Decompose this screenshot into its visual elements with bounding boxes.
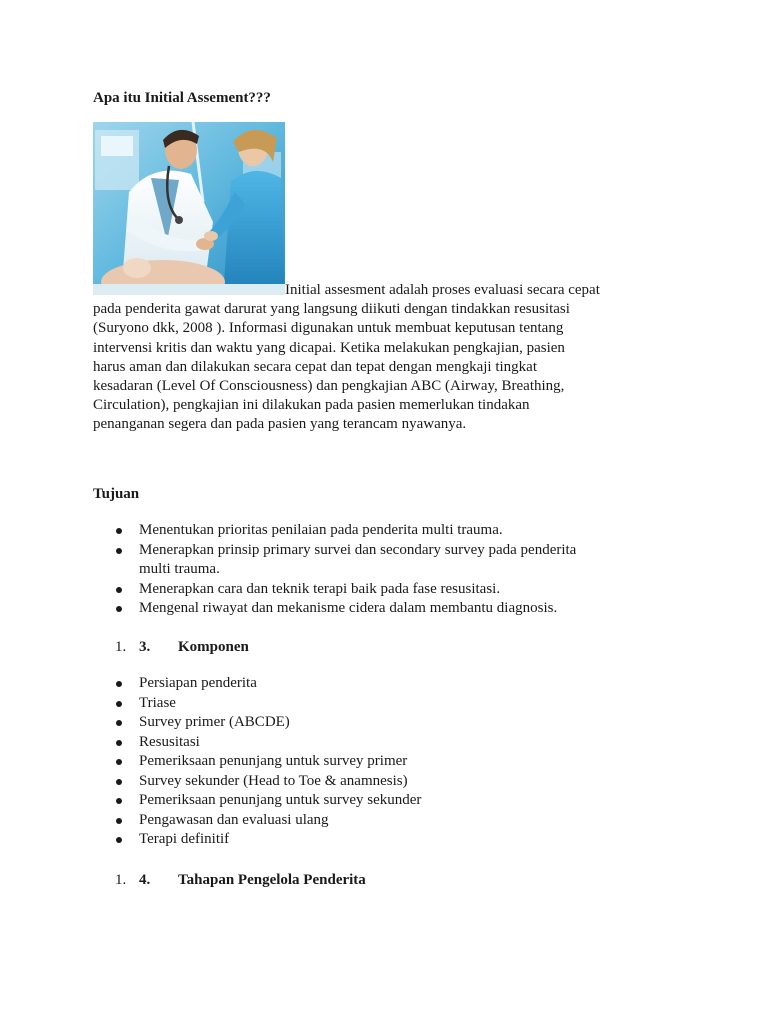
- list-number: 1.: [115, 872, 127, 888]
- intro-line: pada penderita gawat darurat yang langsung diikuti dengan tindakkan resusitasi: [93, 301, 570, 318]
- medical-team-photo: [93, 122, 285, 295]
- list-item: Mengenal riwayat dan mekanisme cidera dalam membantu diagnosis.: [93, 599, 663, 619]
- bullet-icon: [116, 759, 122, 765]
- intro-line: penanganan segera dan pada pasien yang terancam nyawanya.: [93, 416, 467, 433]
- bullet-icon: [116, 720, 122, 726]
- list-item: Survey primer (ABCDE): [93, 713, 663, 733]
- list-number: 1.: [115, 639, 127, 655]
- bullet-icon: [116, 528, 122, 534]
- list-item: Menerapkan prinsip primary survei dan secondary survey pada penderita multi trauma.: [93, 541, 663, 580]
- bullet-icon: [116, 818, 122, 824]
- list-item: Survey sekunder (Head to Toe & anamnesis): [93, 772, 663, 792]
- intro-line: Circulation), pengkajian ini dilakukan pada pasien memerlukan tindakan: [93, 397, 530, 414]
- list-item: Pengawasan dan evaluasi ulang: [93, 811, 663, 831]
- list-item: Pemeriksaan penunjang untuk survey sekunder: [93, 791, 663, 811]
- photo-illustration: [93, 122, 285, 295]
- list-item: Menerapkan cara dan teknik terapi baik pada fase resusitasi.: [93, 580, 663, 600]
- bullet-icon: [116, 587, 122, 593]
- bullet-icon: [116, 606, 122, 612]
- list-item: Persiapan penderita: [93, 674, 663, 694]
- intro-line: intervensi kritis dan waktu yang dicapai. Ketika melakukan pengkajian, pasien: [93, 339, 565, 356]
- list-item: Menentukan prioritas penilaian pada penderita multi trauma.: [93, 521, 663, 541]
- bullet-icon: [116, 779, 122, 785]
- bullet-icon: [116, 798, 122, 804]
- intro-line: harus aman dan dilakukan secara cepat dan tepat dengan mengkaji tingkat: [93, 358, 537, 375]
- bullet-icon: [116, 681, 122, 687]
- section-title: Komponen: [178, 639, 249, 655]
- document-title: Apa itu Initial Assement???: [93, 90, 271, 106]
- tujuan-list: [93, 521, 663, 619]
- bullet-icon: [116, 837, 122, 843]
- list-item: Triase: [93, 694, 663, 714]
- bullet-icon: [116, 548, 122, 554]
- section-number: 4.: [139, 872, 151, 888]
- komponen-list: [93, 674, 663, 850]
- list-item: Terapi definitif: [93, 830, 663, 850]
- intro-line: kesadaran (Level Of Consciousness) dan pengkajian ABC (Airway, Breathing,: [93, 378, 565, 395]
- list-item: Resusitasi: [93, 733, 663, 753]
- tujuan-heading: Tujuan: [93, 486, 140, 502]
- intro-line: (Suryono dkk, 2008 ). Informasi digunakan untuk membuat keputusan tentang: [93, 320, 564, 337]
- section-number: 3.: [139, 639, 151, 655]
- bullet-icon: [116, 740, 122, 746]
- list-item: Pemeriksaan penunjang untuk survey primer: [93, 752, 663, 772]
- tahapan-heading: [93, 871, 493, 889]
- bullet-icon: [116, 701, 122, 707]
- intro-line: Initial assesment adalah proses evaluasi secara cepat: [285, 282, 600, 298]
- section-title: Tahapan Pengelola Penderita: [178, 872, 366, 888]
- intro-paragraph: [93, 281, 663, 435]
- komponen-heading: [93, 638, 493, 656]
